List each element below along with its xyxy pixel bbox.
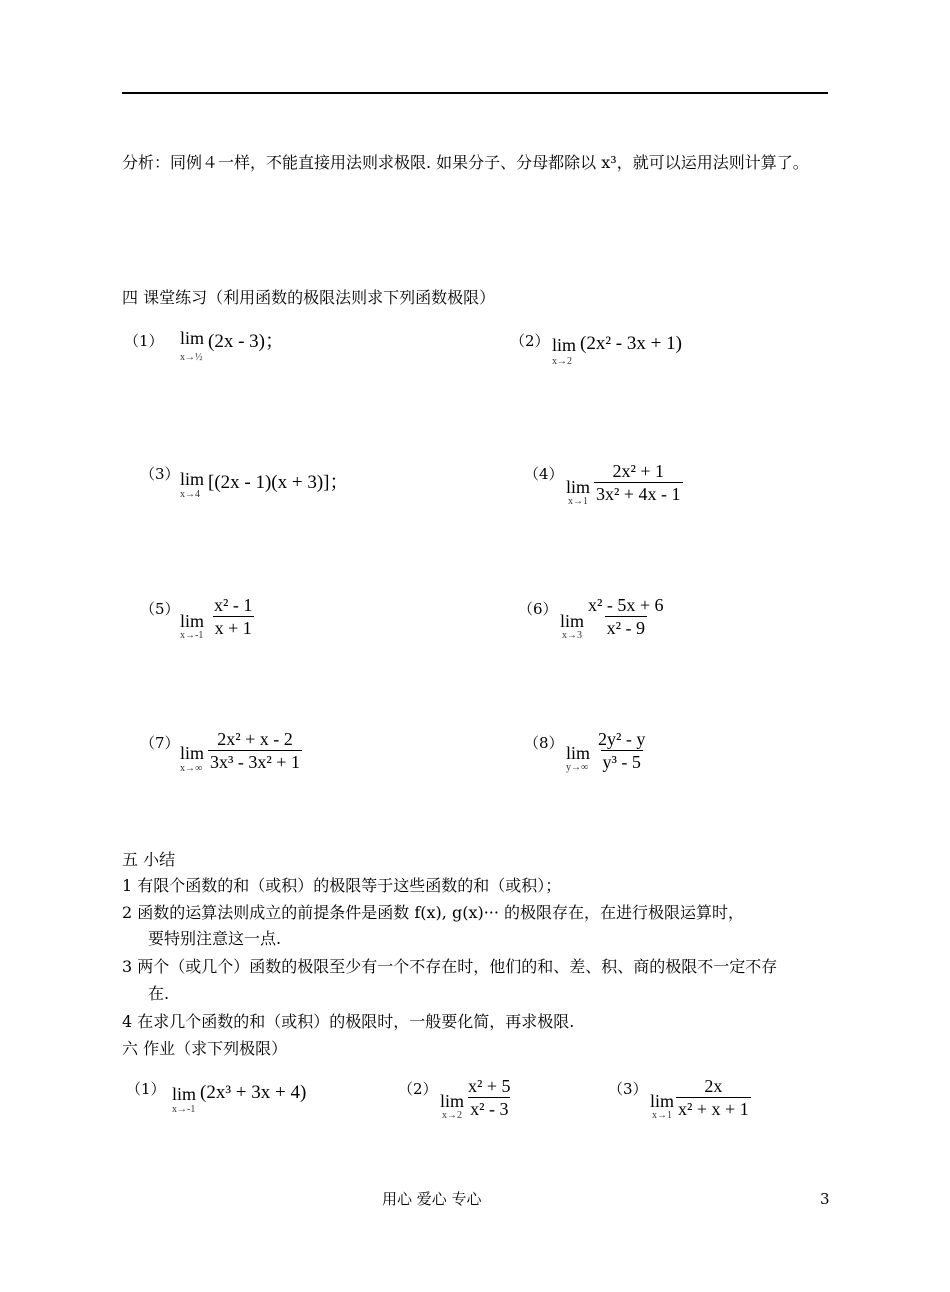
- limit-subscript: x→∞: [180, 763, 203, 774]
- limit-operator: lim: [180, 743, 205, 763]
- fraction: [212, 594, 254, 639]
- numerator: 2x: [704, 1076, 723, 1096]
- limit-operator: lim: [180, 469, 205, 489]
- denominator: x² + x + 1: [678, 1099, 749, 1119]
- summary-point: 4 在求几个函数的和（或积）的极限时，一般要化简，再求极限.: [122, 1012, 575, 1031]
- homework-number: （3）: [608, 1080, 648, 1098]
- fraction: [676, 1075, 751, 1120]
- footer-motto: 用心 爱心 专心: [382, 1190, 482, 1208]
- limit-operator: lim: [566, 477, 591, 497]
- summary-point: 2 函数的运算法则成立的前提条件是函数 f(x), g(x)··· 的极限存在，在进行极限运算时，: [122, 903, 745, 922]
- denominator: 3x² + 4x - 1: [596, 484, 681, 504]
- analysis-paragraph: 分析：同例４一样，不能直接用法则求极限. 如果分子、分母都除以 x³，就可以运用法则计算了。: [122, 153, 809, 172]
- denominator: y³ - 5: [602, 752, 641, 772]
- section-5-heading: 五 小结: [122, 850, 176, 869]
- numerator: x² + 5: [468, 1076, 511, 1096]
- homework-number: （2）: [398, 1080, 438, 1098]
- section-6-heading: 六 作业（求下列极限）: [122, 1039, 288, 1058]
- section-4-heading: 四 课堂练习（利用函数的极限法则求下列函数极限）: [122, 288, 496, 307]
- summary-point-continuation: 在.: [148, 984, 170, 1003]
- denominator: 3x³ - 3x² + 1: [210, 752, 300, 772]
- numerator: 2y² - y: [598, 729, 646, 749]
- header-rule: [122, 92, 828, 94]
- limit-subscript: x→-1: [172, 1104, 196, 1115]
- exercise-number: （5）: [140, 600, 180, 618]
- limit-subscript: x→½: [180, 352, 203, 363]
- limit-operator: lim: [566, 743, 591, 763]
- limit-subscript: x→3: [562, 630, 582, 641]
- exercise-number: （1）: [124, 332, 164, 350]
- limit-subscript: x→2: [552, 356, 572, 367]
- exercise-number: （8）: [524, 734, 564, 752]
- exercise-number: （7）: [140, 734, 180, 752]
- limit-subscript: x→-1: [180, 630, 204, 641]
- limit-subscript: x→1: [568, 496, 588, 507]
- exercise-number: （2）: [510, 332, 550, 350]
- exercise-number: （4）: [524, 465, 564, 483]
- summary-point: 1 有限个函数的和（或积）的极限等于这些函数的和（或积）；: [122, 876, 562, 895]
- denominator: x² - 3: [470, 1099, 509, 1119]
- numerator: x² - 5x + 6: [588, 595, 664, 615]
- limit-operator: lim: [180, 611, 205, 631]
- limit-expression: (2x² - 3x + 1): [580, 333, 682, 354]
- page-number: 3: [820, 1190, 830, 1208]
- numerator: 2x² + x - 2: [217, 729, 293, 749]
- fraction: [596, 728, 647, 773]
- limit-operator: lim: [440, 1091, 465, 1111]
- fraction: [586, 594, 666, 639]
- limit-subscript: x→1: [652, 1110, 672, 1121]
- homework-number: （1）: [126, 1080, 166, 1098]
- summary-point-continuation: 要特别注意这一点.: [148, 929, 282, 948]
- limit-expression: (2x - 3)；: [208, 331, 284, 352]
- exercise-number: （3）: [140, 465, 180, 483]
- denominator: x² - 9: [606, 618, 645, 638]
- exercise-number: （6）: [518, 600, 558, 618]
- limit-operator: lim: [560, 611, 585, 631]
- fraction: [466, 1075, 513, 1120]
- limit-operator: lim: [180, 328, 205, 348]
- limit-operator: lim: [172, 1084, 197, 1104]
- limit-subscript: x→4: [180, 489, 200, 500]
- limit-expression: [(2x - 1)(x + 3)]；: [208, 472, 349, 493]
- denominator: x + 1: [214, 618, 252, 638]
- limit-subscript: x→2: [442, 1110, 462, 1121]
- limit-expression: (2x³ + 3x + 4): [200, 1082, 307, 1103]
- summary-point: 3 两个（或几个）函数的极限至少有一个不存在时，他们的和、差、积、商的极限不一定不存: [122, 957, 778, 976]
- limit-subscript: y→∞: [566, 762, 589, 773]
- numerator: 2x² + 1: [612, 461, 665, 481]
- limit-operator: lim: [650, 1091, 675, 1111]
- limit-operator: lim: [552, 335, 577, 355]
- numerator: x² - 1: [214, 595, 253, 615]
- fraction: [594, 460, 683, 505]
- fraction: [208, 728, 302, 773]
